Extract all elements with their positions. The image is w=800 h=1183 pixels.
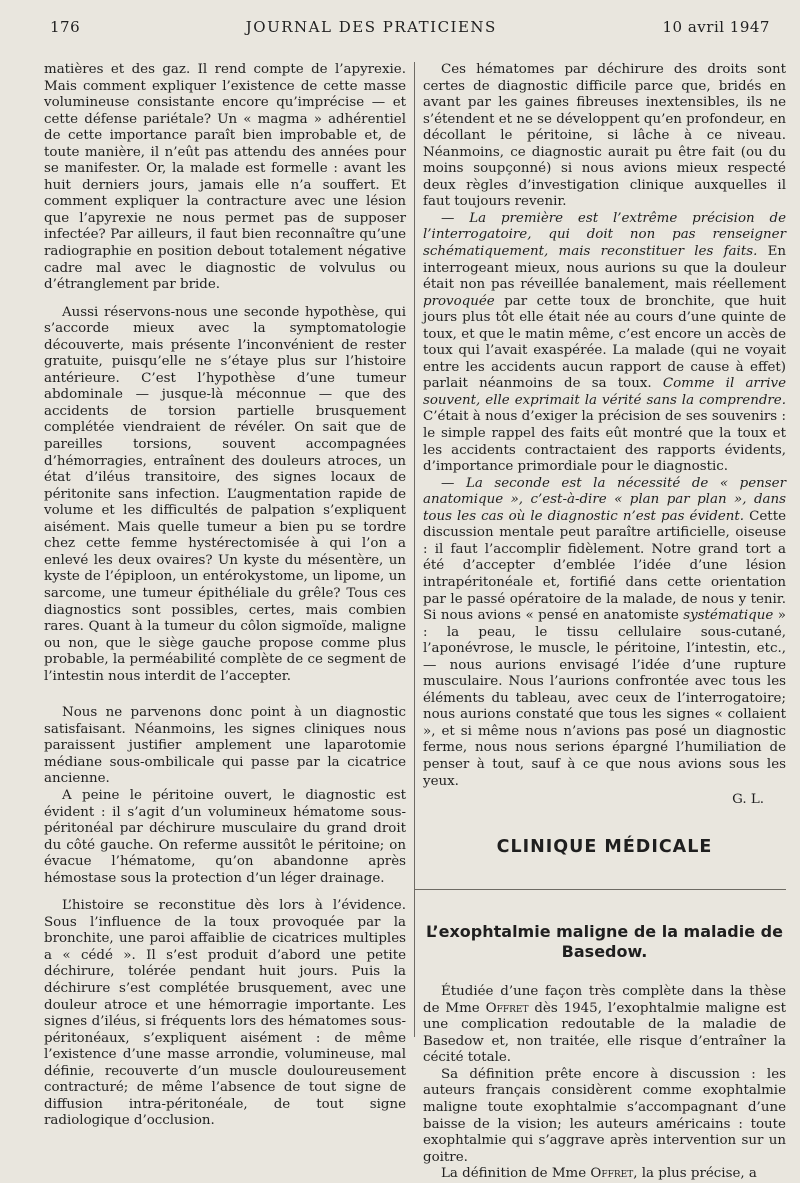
column-divider	[414, 62, 415, 1037]
author-signature: G. L.	[732, 792, 764, 808]
left-column	[44, 62, 406, 1130]
paragraph: Étudiée d’une façon très complète dans la thèse de Mme Offret dès 1945, l’exophtalmie maligne est une complication redoutable de la maladie de Basedow et, non traitée, elle risque d’entraîner la cécité totale.	[423, 984, 786, 1066]
right-column	[423, 62, 786, 1183]
paragraph: Sa définition prête encore à discussion : les auteurs français considèrent comme exophtalmie maligne toute exophtalmie s’accompagnant d’une baisse de la vision; les auteurs américains : toute exophtalmie qui s’aggrave après intervention sur un goitre.	[423, 1066, 786, 1165]
issue-date: 10 avril 1947	[662, 18, 770, 36]
paragraph: Ces hématomes par déchirure des droits sont certes de diagnostic difficile parce que, bridés en avant par les gaines fibreuses inextensibles, ils ne s’étendent et ne se développent qu’en profondeur, en décollant le péritoine, si lâche à ce niveau. Néanmoins, ce diagnostic aurait pu être fait (ou du moins soupçonné) si nous avions mieux respecté deux règles d’investigation clinique auxquelles il faut toujours revenir.	[423, 62, 786, 210]
paragraph: L’histoire se reconstitue dès lors à l’évidence. Sous l’influence de la toux provoquée par la bronchite, une paroi affaiblie de cicatrices multiples a « cédé ». Il s’est produit d’abord une petite déchirure, tolérée pendant huit jours. Puis la déchirure s’est complétée brusquement, avec une douleur atroce et une hémorragie importante. Les signes d’iléus, si fréquents lors des hématomes sous-péritonéaux, s’expliquent aisément : de même l’existence d’une masse arrondie, volumineuse, mal définie, recouverte d’un muscle douloureusement contracturé; de même l’absence de tout signe de diffusion intra-péritonéale, de tout signe radiologique d’occlusion.	[44, 898, 406, 1129]
page-number: 176	[50, 18, 81, 36]
paragraph: Aussi réservons-nous une seconde hypothèse, qui s’accorde mieux avec la symptomatologie découverte, mais présente l’inconvénient de rester gratuite, puisqu’elle ne s’étaye plus sur l’histoire antérieure. C’est l’hypothèse d’une tumeur abdominale — jusque-là méconnue — que des accidents de torsion partielle brusquement complétée viendraient de révéler. On sait que de pareilles torsions, souvent accompagnées d’hémorragies, entraînent des douleurs atroces, un état d’iléus transitoire, des signes locaux de péritonite sans infection. L’augmentation rapide de volume et les difficultés de palpation s’expliquent aisément. Mais quelle tumeur a bien pu se tordre chez cette femme hystérectomisée à qui l’on a enlevé les deux ovaires? Un kyste du mésentère, un kyste de l’épiploon, un entérokystome, un lipome, un sarcome, une tumeur épithéliale du grêle? Tous ces diagnostics sont possibles, certes, mais combien rares. Quant à la tumeur du côlon sigmoïde, maligne ou non, que le siège gauche propose comme plus probable, la perméabilité complète de ce segment de l’intestin nous interdit de l’accepter.	[44, 304, 406, 684]
paragraph: — La seconde est la nécessité de « penser anatomique », c’est-à-dire « plan par plan », dans tous les cas où le diagnostic n’est pas évident. Cette discussion mentale peut paraître artificielle, oiseuse : il faut l’accomplir fidèlement. Notre grand tort a été d’accepter d’emblée l’idée d’une lésion intrapéritonéale et, fortifié dans cette orientation par le passé opératoire de la malade, de nous y tenir. Si nous avions « pensé en anatomiste systématique » : la peau, le tissu cellulaire sous-cutané, l’aponévrose, le muscle, le péritoine, l’intestin, etc., — nous aurions envisagé l’idée d’une rupture musculaire. Nous l’aurions confrontée avec tous les éléments du tableau, avec ceux de l’interrogatoire; nous aurions constaté que tous les signes « collaient », et si même nous n’avions pas posé un diagnostic ferme, nous nous serions épargné l’humiliation de penser à tout, sauf à ce que nous avions sous les yeux.	[423, 475, 786, 789]
journal-title: JOURNAL DES PRATICIENS	[245, 18, 497, 36]
paragraph: — La première est l’extrême précision de l’interrogatoire, qui doit non pas renseigner schématiquement, mais reconstituer les faits. En interrogeant mieux, nous aurions su que la douleur était non pas réveillée banalement, mais réellement provoquée par cette toux de bronchite, que huit jours plus tôt elle était née au cours d’une quinte de toux, et que le matin même, c’est encore un accès de toux qui l’avait exaspérée. La malade (qui ne voyait entre les accidents aucun rapport de cause à effet) parlait néanmoins de sa toux. Comme il arrive souvent, elle exprimait la vérité sans la comprendre. C’était à nous d’exiger la précision de ses souvenirs : le simple rappel des faits eût montré que la toux et les accidents contractaient des rapports évidents, d’importance primordiale pour le diagnostic.	[423, 210, 787, 475]
section-rule	[414, 889, 786, 890]
section-heading: CLINIQUE MÉDICALE	[496, 836, 713, 857]
article-title: L’exophtalmie maligne de la maladie de Basedow.	[426, 922, 783, 962]
paragraph: Nous ne parvenons donc point à un diagnostic satisfaisant. Néanmoins, les signes cliniques nous paraissent justifier amplement une laparotomie médiane sous-ombilicale qui passe par la cicatrice ancienne.	[44, 705, 406, 787]
paragraph: La définition de Mme Offret, la plus précise, a	[441, 1166, 757, 1182]
running-header	[50, 18, 770, 42]
paragraph: A peine le péritoine ouvert, le diagnostic est évident : il s’agit d’un volumineux hématome sous-péritonéal par déchirure musculaire du grand droit du côté gauche. On referme aussitôt le péritoine; on évacue l’hématome, qu’on abandonne après hémostase sous la protection d’un léger drainage.	[44, 787, 406, 886]
paragraph: matières et des gaz. Il rend compte de l’apyrexie. Mais comment expliquer l’existence de cette masse volumineuse consistante encore qu’imprécise — et cette défense pariétale? Un « magma » adhérentiel de cette importance paraît bien improbable et, de toute manière, il n’eût pas attendu des années pour se manifester. Or, la malade est formelle : avant les huit derniers jours, jamais elle n’a souffert. Et comment expliquer la contracture avec une lésion que l’apyrexie ne nous permet pas de supposer infectée? Par ailleurs, il faut bien reconnaître qu’une radiographie en position debout totalement négative cadre mal avec le diagnostic de volvulus ou d’étranglement par bride.	[44, 62, 406, 293]
